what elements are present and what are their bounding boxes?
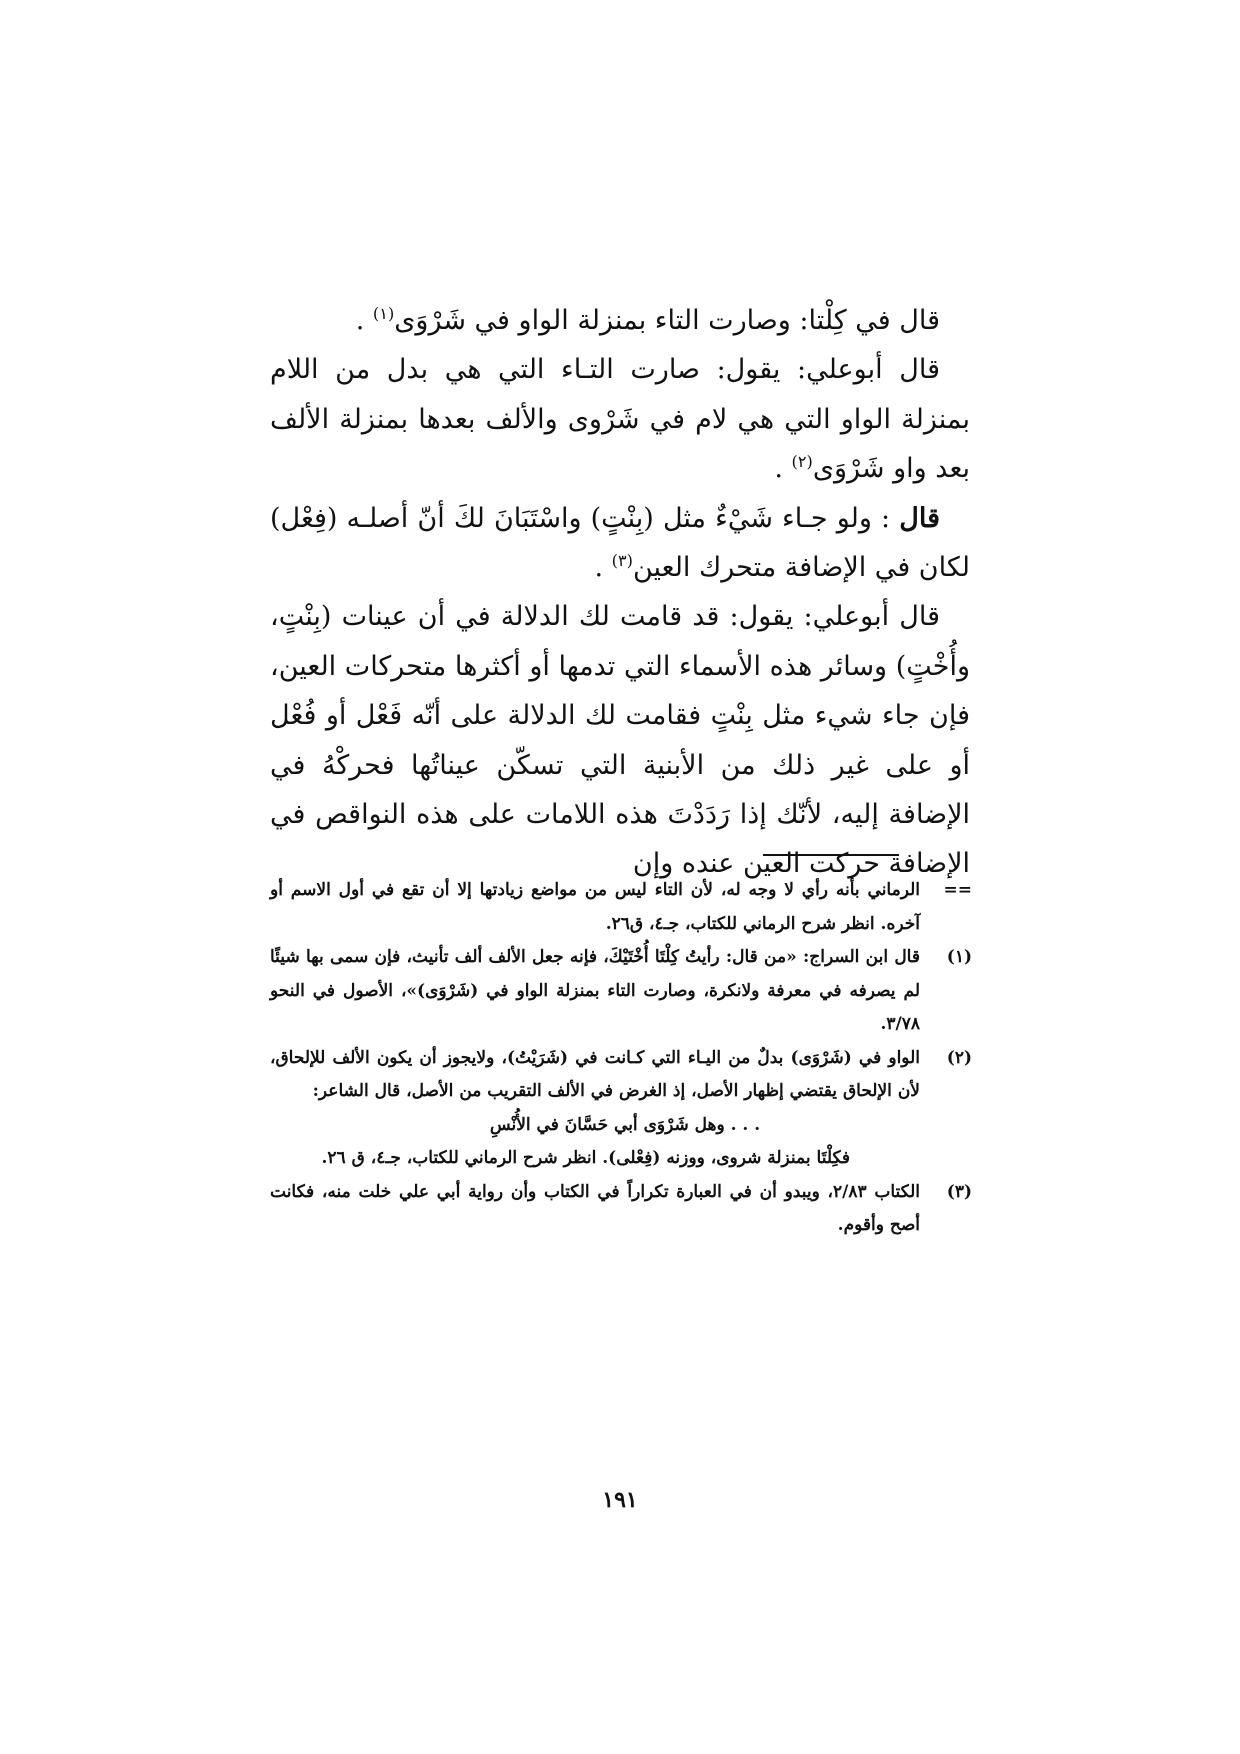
paragraph-1-text: قال في كِلْتا: وصارت التاء بمنزلة الواو في شَرْوَى	[394, 305, 940, 336]
main-text	[270, 296, 970, 889]
paragraph-3: قال : ولو جـاء شَيْءٌ مثل (بِنْتٍ) واسْتَبَانَ لكَ أنّ أصلـه (فِعْل) لكان في الإضافة متحرك العين$^{(٣)}$ .	[270, 502, 970, 584]
footnote-1	[270, 941, 972, 1042]
page-number: ١٩١	[602, 1487, 638, 1513]
footnote-text: الكتاب ٢/٨٣، ويبدو أن في العبارة تكراراً في الكتاب وأن رواية أبي علي خلت منه، فكانت أصح وأقوم.	[270, 1181, 920, 1235]
footnote-continuation: فكِلْتَا بمنزلة شروى، ووزنه (فِعْلى). انظر شرح الرماني للكتاب، جـ٤، ق ٢٦.	[321, 1148, 850, 1168]
footnote-number: (٢)	[946, 1047, 972, 1068]
footnote-separator	[763, 854, 899, 856]
footnotes	[270, 874, 972, 1243]
footnote-ref-3[interactable]: (٣)	[611, 551, 633, 571]
footnote-continued	[270, 874, 972, 941]
footnote-2	[270, 1042, 972, 1176]
paragraph-2-text: قال أبوعلي: يقول: صارت التـاء التي هي بدل من اللام بمنزلة الواو التي هي لام في شَرْوى والألف بعدها بمنزلة الألف بعد واو شَرْوَى	[270, 354, 970, 485]
paragraph-1: قال في كِلْتا: وصارت التاء بمنزلة الواو في شَرْوَى$^{(١)}$ .	[355, 304, 940, 336]
footnote-text: الواو في (شَرْوَى) بدلٌ من اليـاء التي كـانت في (شَرَيْتُ)، ولايجوز أن يكون الألف للإلحاق، لأن الإلحاق يقتضي إظهار الأصل، إذ الغرض في الألف التقريب من الأصل، قال الشاعر:	[270, 1047, 920, 1101]
paragraph-2: قال أبوعلي: يقول: صارت التـاء التي هي بدل من اللام بمنزلة الواو التي هي لام في شَرْوى والألف بعدها بمنزلة الألف بعد واو شَرْوَى$^{(٢)}$ .	[270, 354, 970, 485]
footnote-ref-1[interactable]: (١)	[372, 304, 395, 323]
poetry-verse: . . . وهل شَرْوَى أبي حَسَّانَ في الأُنْسِ	[489, 1114, 761, 1135]
paragraph-3-text: : ولو جـاء شَيْءٌ مثل (بِنْتٍ) واسْتَبَانَ لكَ أنّ أصلـه (فِعْل) لكان في الإضافة متحرك العين	[270, 502, 970, 584]
footnote-text: الرماني بأنه رأي لا وجه له، لأن التاء ليس من مواضع زيادتها إلا أن تقع في أول الاسم أو آخره. انظر شرح الرماني للكتاب، جـ٤، ق٢٦.	[270, 880, 920, 934]
footnote-ref-2[interactable]: (٢)	[791, 452, 813, 472]
paragraph-4-text: قال أبوعلي: يقول: قد قامت لك الدلالة في أن عينات (بِنْتٍ، وأُخْتٍ) وسائر هذه الأسماء التي تدمها أو أكثرها متحركات العين، فإن جاء شيء مثل بِنْتٍ فقامت لك الدلالة على أنّه فَعْل أو فُعْل أو على غير ذلك من الأبنية التي تسكّن عيناتُها فحركْهُ في الإضافة إليه، لأنّك إذا رَدَدْتَ هذه اللامات على هذه النواقص في الإضافة حركت العين عنده وإن	[270, 601, 970, 880]
footnote-number: (٣)	[946, 1181, 972, 1202]
footnote-marker: ==	[943, 880, 972, 900]
paragraph-3-heading: قال	[899, 502, 940, 534]
footnote-text: قال ابن السراج: «من قال: رأيتُ كِلْتَا أُخْتَيْكَ، فإنه جعل الألف ألف تأنيث، فإن سمى بها شيئًا لم يصرفه في معرفة ولانكرة، وصارت التاء بمنزلة الواو في (شَرْوَى)»، الأصول في النحو ٣/٧٨.	[270, 947, 920, 1034]
footnote-number: (١)	[946, 947, 972, 967]
paragraph-4	[270, 592, 970, 888]
footnote-3	[270, 1176, 972, 1243]
